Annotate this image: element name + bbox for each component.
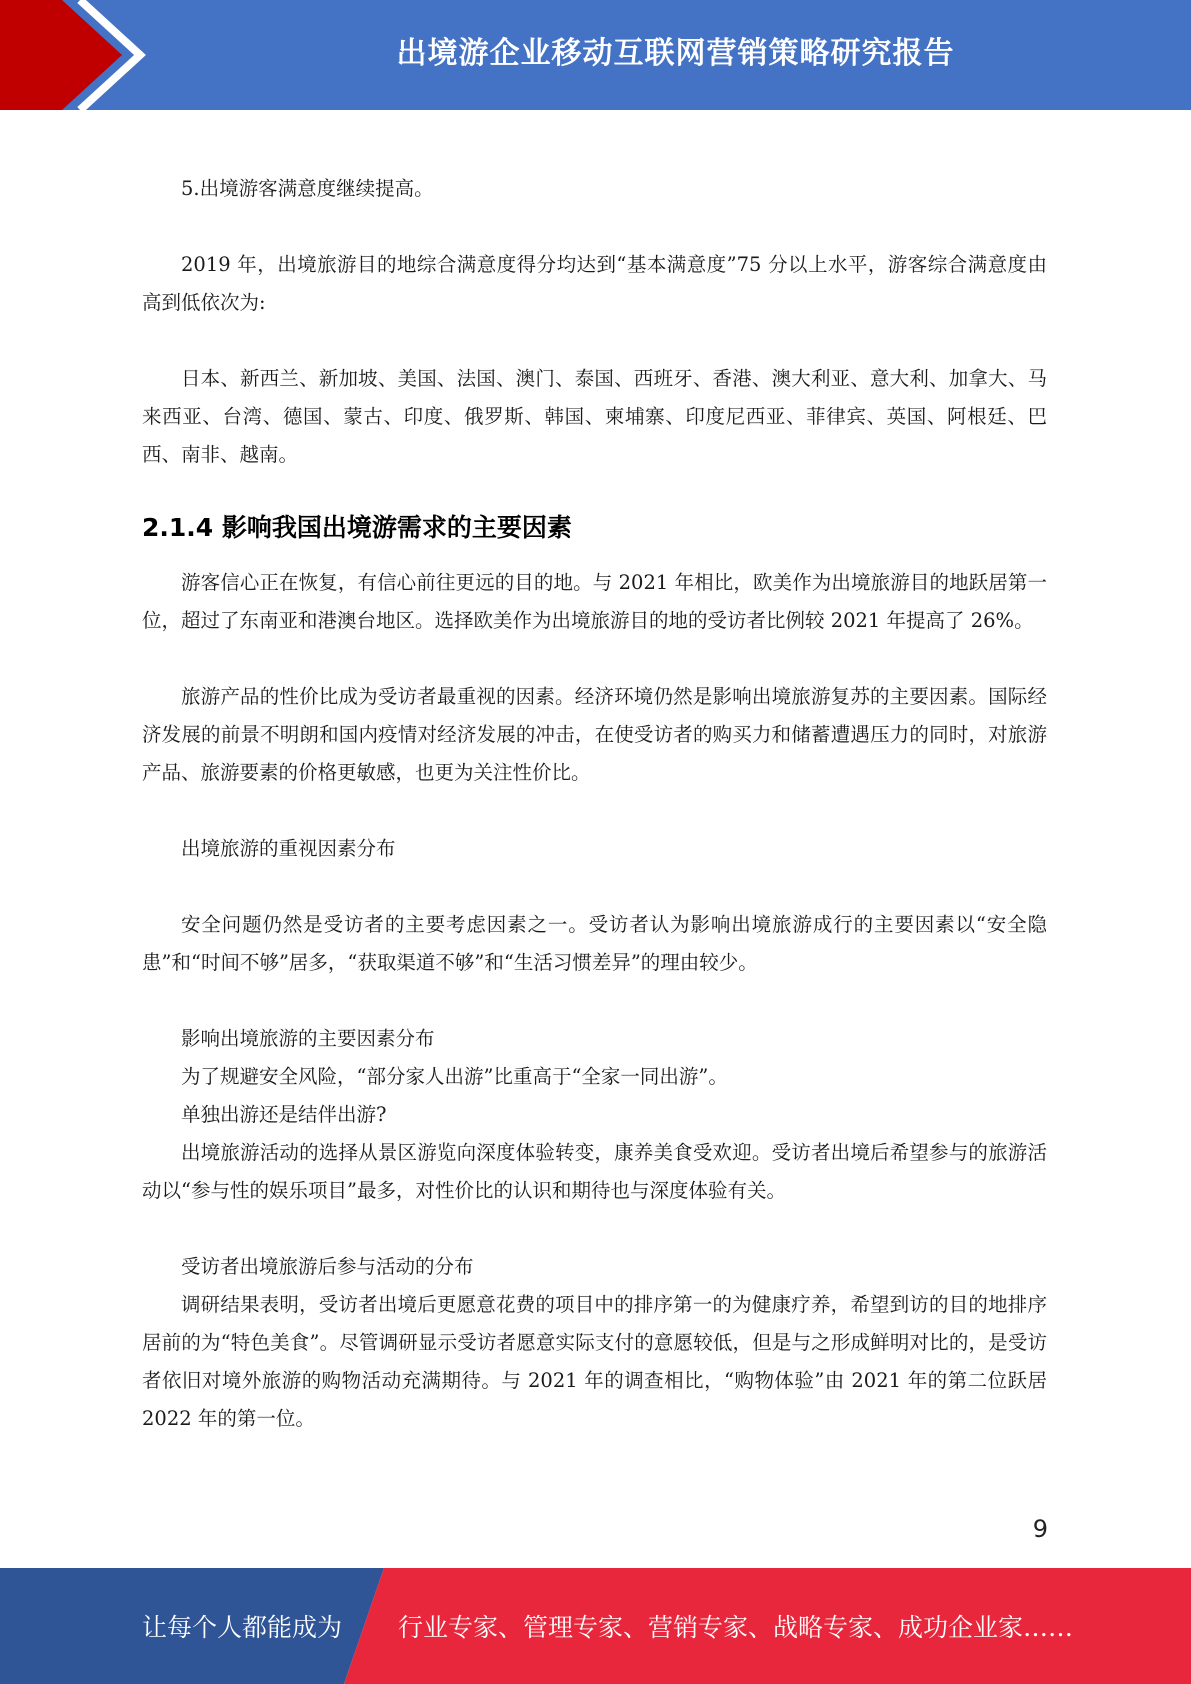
paragraph-satisfaction-point: 5.出境游客满意度继续提高。 (181, 177, 434, 200)
page-footer (0, 1568, 1191, 1684)
paragraph-destination-ranking: 日本、新西兰、新加坡、美国、法国、澳门、泰国、西班牙、香港、澳大利亚、意大利、加拿大、马来西亚、台湾、德国、蒙古、印度、俄罗斯、韩国、柬埔寨、印度尼西亚、菲律宾、英国、阿根廷、巴西、南非、越南。 (142, 367, 1047, 466)
page-body (142, 170, 1047, 1438)
report-title: 出境游企业移动互联网营销策略研究报告 (396, 36, 955, 71)
paragraph-safety: 安全问题仍然是受访者的主要考虑因素之一。受访者认为影响出境旅游成行的主要因素以“安全隐患”和“时间不够”居多，“获取渠道不够”和“生活习惯差异”的理由较少。 (142, 913, 1047, 974)
footer-slogan-left: 让每个人都能成为 (142, 1613, 343, 1642)
paragraph-satisfaction-2019: 2019 年，出境旅游目的地综合满意度得分均达到“基本满意度”75 分以上水平，游客综合满意度由高到低依次为: (142, 253, 1047, 314)
header-chevron-decoration (0, 0, 160, 110)
paragraph-activities: 出境旅游活动的选择从景区游览向深度体验转变，康养美食受欢迎。受访者出境后希望参与的旅游活动以“参与性的娱乐项目”最多，对性价比的认识和期待也与深度体验有关。 (142, 1141, 1047, 1202)
section-heading: 2.1.4 影响我国出境游需求的主要因素 (142, 513, 572, 542)
page-header (0, 0, 1191, 110)
paragraph-survey-results: 调研结果表明，受访者出境后更愿意花费的项目中的排序第一的为健康疗养，希望到访的目的地排序居前的为“特色美食”。尽管调研显示受访者愿意实际支付的意愿较低，但是与之形成鲜明对比的，是受访者依旧对境外旅游的购物活动充满期待。与 2021 年的调查相比，“购物体验”由 2021 年的第二位跃居 2022 年的第一位。 (142, 1293, 1047, 1430)
paragraph-family-travel: 为了规避安全风险，“部分家人出游”比重高于“全家一同出游”。 (181, 1065, 728, 1088)
page-number: 9 (1032, 1515, 1048, 1543)
paragraph-value-for-money: 旅游产品的性价比成为受访者最重视的因素。经济环境仍然是影响出境旅游复苏的主要因素。国际经济发展的前景不明朗和国内疫情对经济发展的冲击，在使受访者的购买力和储蓄遭遇压力的同时，对旅游产品、旅游要素的价格更敏感，也更为关注性价比。 (142, 685, 1047, 784)
footer-slogan-right: 行业专家、管理专家、营销专家、战略专家、成功企业家…… (398, 1613, 1074, 1642)
caption-main-factors: 影响出境旅游的主要因素分布 (181, 1027, 435, 1050)
caption-solo-or-group: 单独出游还是结伴出游? (181, 1103, 387, 1126)
paragraph-confidence: 游客信心正在恢复，有信心前往更远的目的地。与 2021 年相比，欧美作为出境旅游目的地跃居第一位，超过了东南亚和港澳台地区。选择欧美作为出境旅游目的地的受访者比例较 2021 年提高了 26%。 (142, 571, 1047, 632)
caption-factor-distribution: 出境旅游的重视因素分布 (181, 837, 396, 860)
caption-activity-distribution: 受访者出境旅游后参与活动的分布 (181, 1255, 474, 1278)
